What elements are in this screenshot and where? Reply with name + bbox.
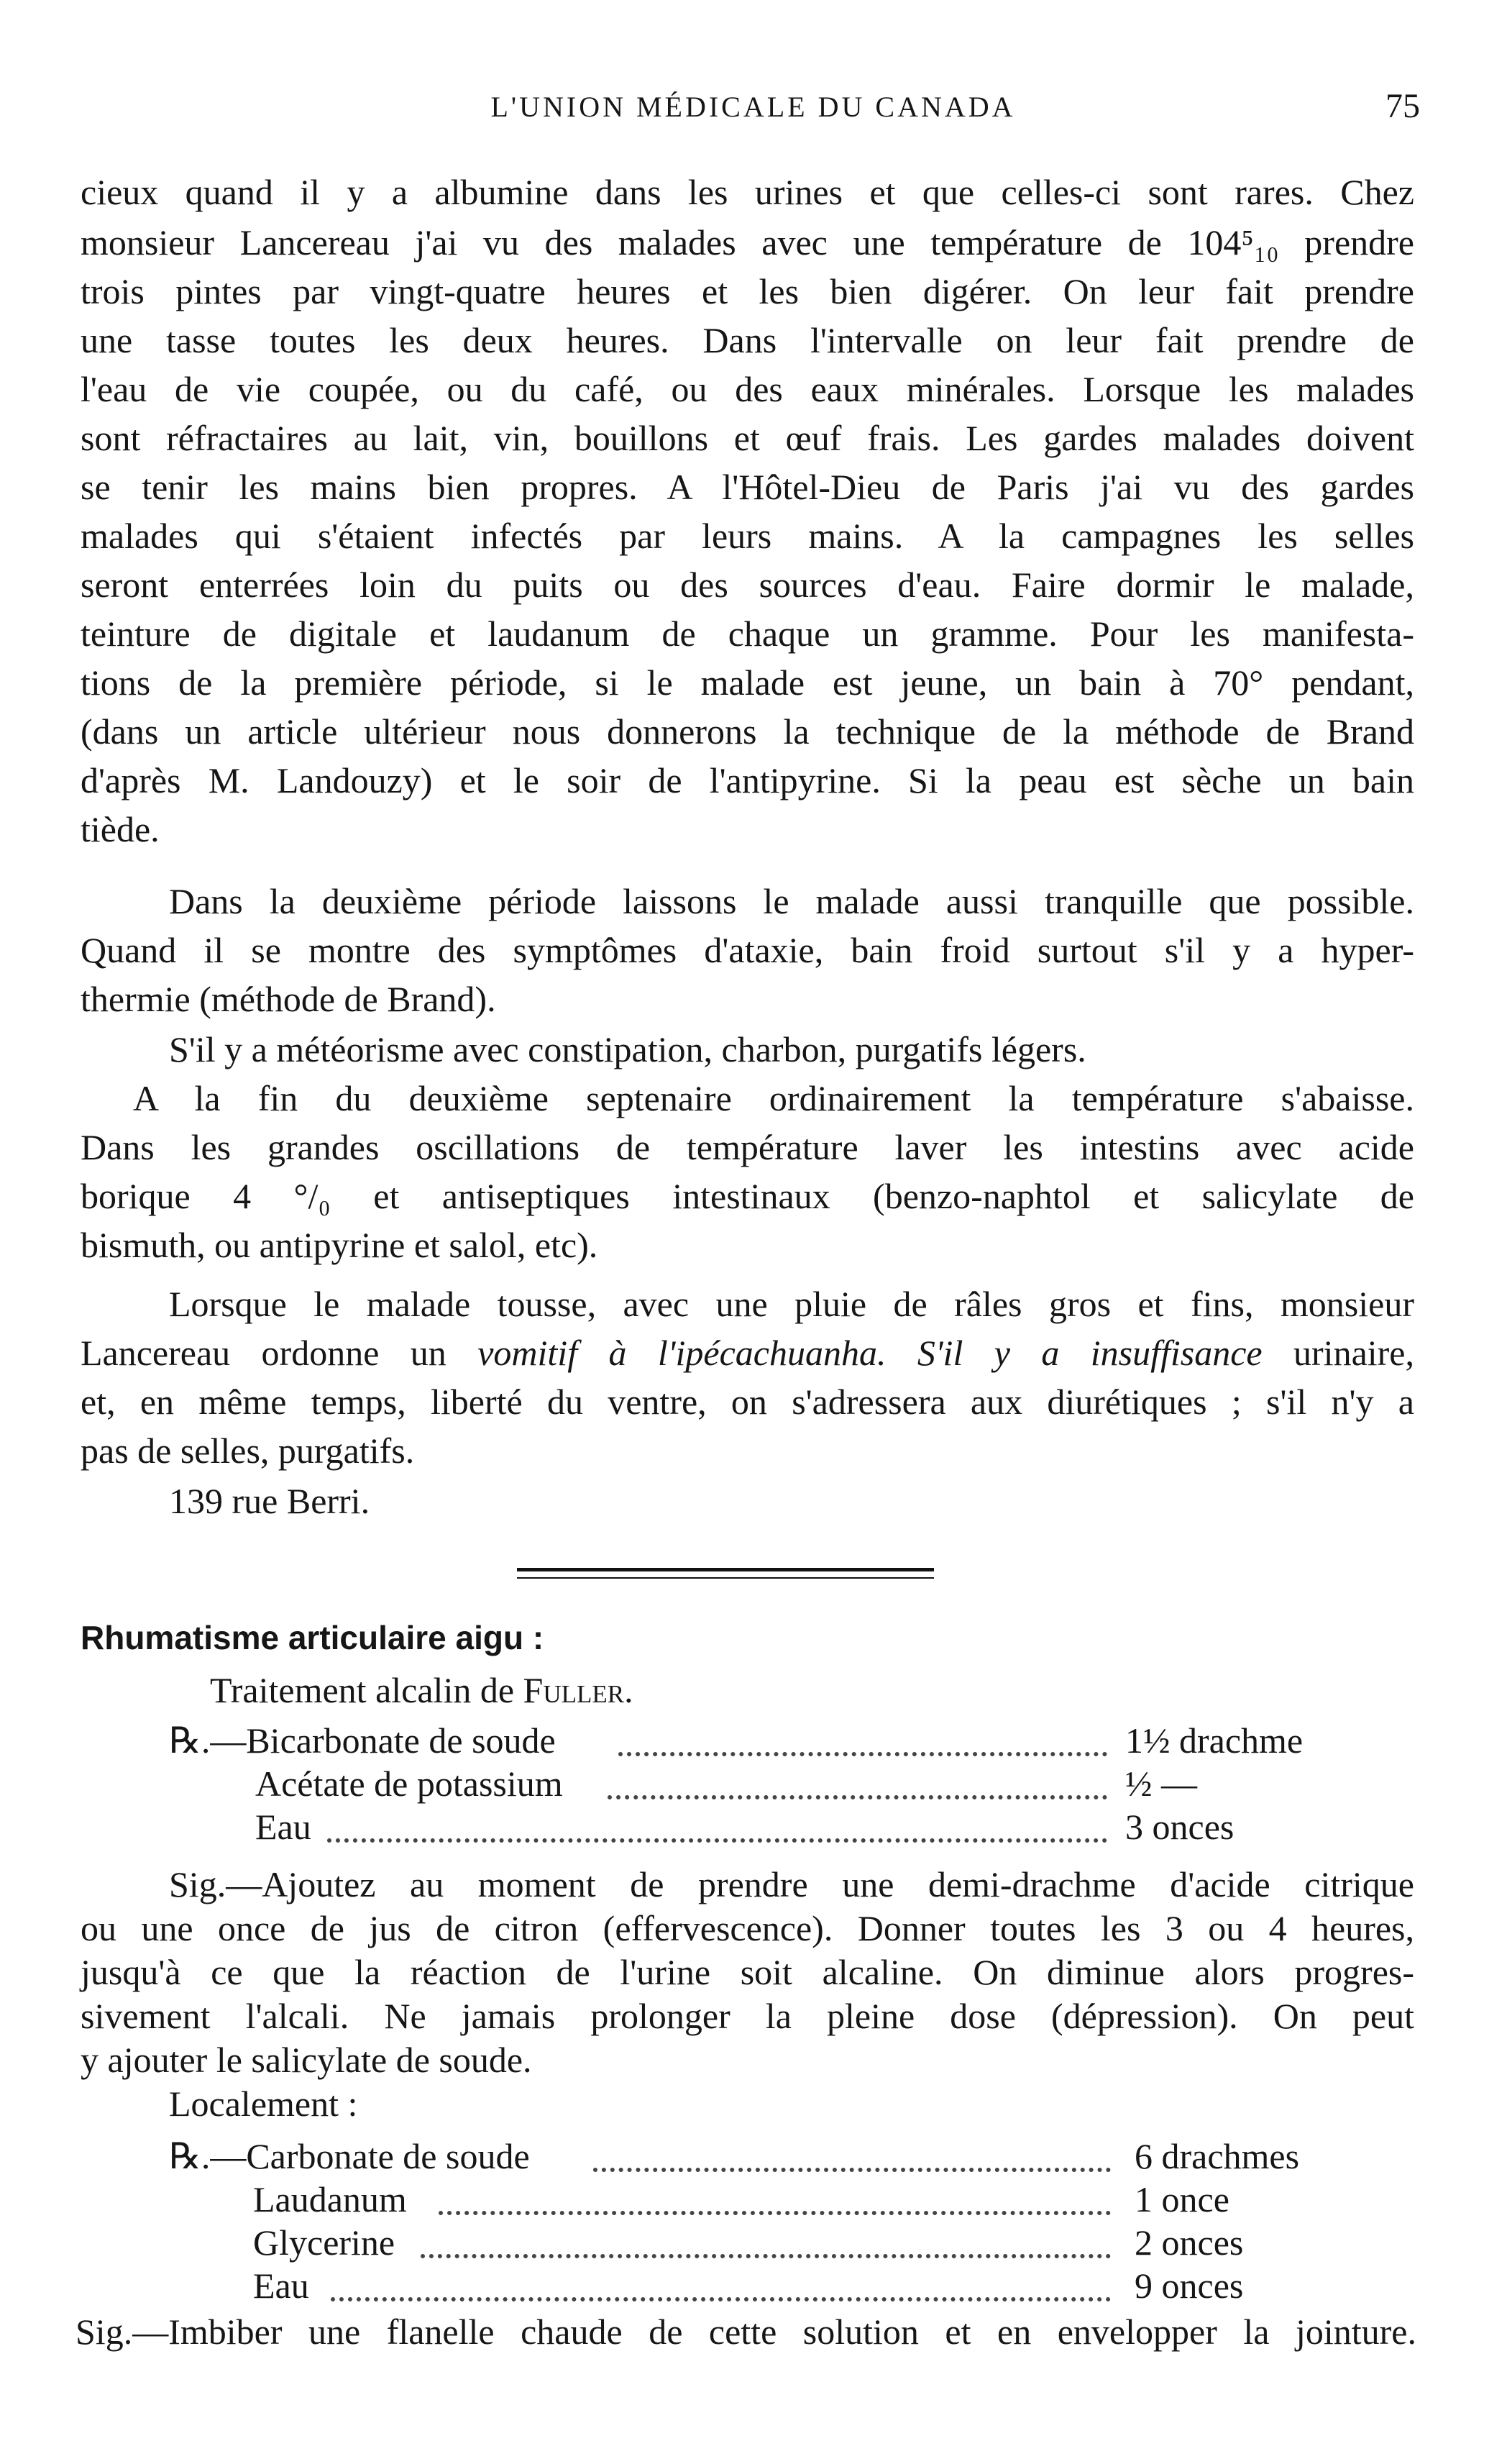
sig-line: Sig.—Ajoutez au moment de prendre une demi-drachme d'acide citrique — [169, 1864, 1414, 1904]
page-header — [86, 86, 1420, 129]
rx-row — [0, 2264, 1507, 2310]
rx-label: Eau — [253, 2265, 309, 2306]
body-line: d'après M. Landouzy) et le soir de l'antipyrine. Si la peau est sèche un bain — [81, 760, 1414, 800]
body-line: sont réfractaires au lait, vin, bouillons et œuf frais. Les gardes malades doivent — [81, 418, 1414, 458]
body-line: une tasse toutes les deux heures. Dans l'intervalle on leur fait prendre de — [81, 320, 1414, 360]
rx-row — [0, 2221, 1507, 2267]
rx-amount: ½ — — [1125, 1763, 1197, 1804]
rx-row — [0, 1719, 1507, 1765]
body-line: cieux quand il y a albumine dans les urines et que celles-ci sont rares. Chez — [81, 172, 1414, 212]
body-line: Dans les grandes oscillations de température laver les intestins avec acide — [81, 1127, 1414, 1167]
body-line: S'il y a météorisme avec constipation, charbon, purgatifs légers. — [169, 1029, 1086, 1069]
sig-line: Sig.—Imbiber une flanelle chaude de cette solution et en envelopper la jointure. — [75, 2312, 1416, 2352]
rx-amount: 1 once — [1135, 2179, 1229, 2219]
body-line: thermie (méthode de Brand). — [81, 979, 496, 1019]
body-line: Quand il se montre des symptômes d'ataxie, bain froid surtout s'il y a hyper- — [81, 930, 1414, 970]
body-line — [81, 1330, 1414, 1376]
body-line: A la fin du deuxième septenaire ordinairement la température s'abaisse. — [133, 1078, 1414, 1118]
sig-line: jusqu'à ce que la réaction de l'urine soit alcaline. On diminue alors progres- — [81, 1952, 1414, 1992]
body-line: teinture de digitale et laudanum de chaque un gramme. Pour les manifesta- — [81, 613, 1414, 654]
dot-leader — [327, 1838, 1107, 1843]
body-line: (dans un article ultérieur nous donnerons la technique de la méthode de Brand — [81, 711, 1414, 752]
body-line: se tenir les mains bien propres. A l'Hôtel-Dieu de Paris j'ai vu des gardes — [81, 467, 1414, 507]
localement-label: Localement : — [169, 2084, 358, 2124]
body-line-text: Lancereau ordonne un — [81, 1333, 478, 1373]
body-line-text: urinaire, — [1262, 1333, 1414, 1373]
rx-row — [0, 1805, 1507, 1851]
dot-leader — [608, 1795, 1107, 1799]
dot-leader — [331, 2297, 1111, 2301]
body-line: trois pintes par vingt-quatre heures et les bien digérer. On leur fait prendre — [81, 271, 1414, 311]
body-line-italic: vomitif à l'ipécachuanha. S'il y a insuffisance — [477, 1333, 1263, 1373]
rx-label: Acétate de potassium — [255, 1763, 563, 1804]
body-line: monsieur Lancereau j'ai vu des malades avec une température de 104⁵₁₀ prendre — [81, 222, 1414, 263]
rx-label: Laudanum — [253, 2179, 407, 2219]
rx-amount: 3 onces — [1125, 1807, 1235, 1847]
section-divider — [517, 1577, 934, 1579]
body-line: Dans la deuxième période laissons le malade aussi tranquille que possible. — [169, 881, 1414, 921]
body-line: et, en même temps, liberté du ventre, on s'adressera aux diurétiques ; s'il n'y a — [81, 1382, 1414, 1422]
sig-line: ou une once de jus de citron (effervescence). Donner toutes les 3 ou 4 heures, — [81, 1908, 1414, 1948]
subtitle-text: Traitement alcalin de — [210, 1670, 523, 1710]
dot-leader — [439, 2211, 1111, 2215]
body-line: tions de la première période, si le malade est jeune, un bain à 70° pendant, — [81, 662, 1414, 703]
rx-label: ℞.—Bicarbonate de soude — [169, 1720, 556, 1761]
section-divider — [517, 1568, 934, 1571]
running-title: L'UNION MÉDICALE DU CANADA — [490, 91, 1016, 123]
dot-leader — [593, 2168, 1111, 2172]
rx-row — [0, 2135, 1507, 2181]
rx-row — [0, 1762, 1507, 1808]
sig-line: sivement l'alcali. Ne jamais prolonger la pleine dose (dépression). On peut — [81, 1996, 1414, 2036]
body-line: bismuth, ou antipyrine et salol, etc). — [81, 1225, 598, 1265]
body-line: tiède. — [81, 809, 160, 849]
rx-row — [0, 2178, 1507, 2224]
dot-leader — [618, 1752, 1107, 1756]
page-number: 75 — [1385, 87, 1420, 125]
rx-amount: 6 drachmes — [1135, 2136, 1300, 2176]
rx-label: ℞.—Carbonate de soude — [169, 2136, 530, 2176]
rx-label: Glycerine — [253, 2222, 395, 2263]
body-line: Lorsque le malade tousse, avec une pluie de râles gros et fins, monsieur — [169, 1284, 1414, 1324]
body-line: malades qui s'étaient infectés par leurs mains. A la campagnes les selles — [81, 516, 1414, 556]
dot-leader — [421, 2254, 1111, 2258]
rx-amount: 2 onces — [1135, 2222, 1244, 2263]
section-heading: Rhumatisme articulaire aigu : — [81, 1619, 544, 1656]
address-line: 139 rue Berri. — [169, 1481, 370, 1521]
rx-amount: 9 onces — [1135, 2265, 1244, 2306]
body-line: pas de selles, purgatifs. — [81, 1431, 415, 1471]
rx-amount: 1½ drachme — [1125, 1720, 1304, 1761]
section-subtitle — [210, 1667, 1360, 1713]
body-line: seront enterrées loin du puits ou des sources d'eau. Faire dormir le malade, — [81, 565, 1414, 605]
subtitle-name: Fuller. — [523, 1670, 633, 1710]
body-line: l'eau de vie coupée, ou du café, ou des eaux minérales. Lorsque les malades — [81, 369, 1414, 409]
rx-label: Eau — [255, 1807, 311, 1847]
sig-line: y ajouter le salicylate de soude. — [81, 2040, 532, 2080]
body-line: borique 4 °/₀ et antiseptiques intestinaux (benzo-naphtol et salicylate de — [81, 1176, 1414, 1216]
